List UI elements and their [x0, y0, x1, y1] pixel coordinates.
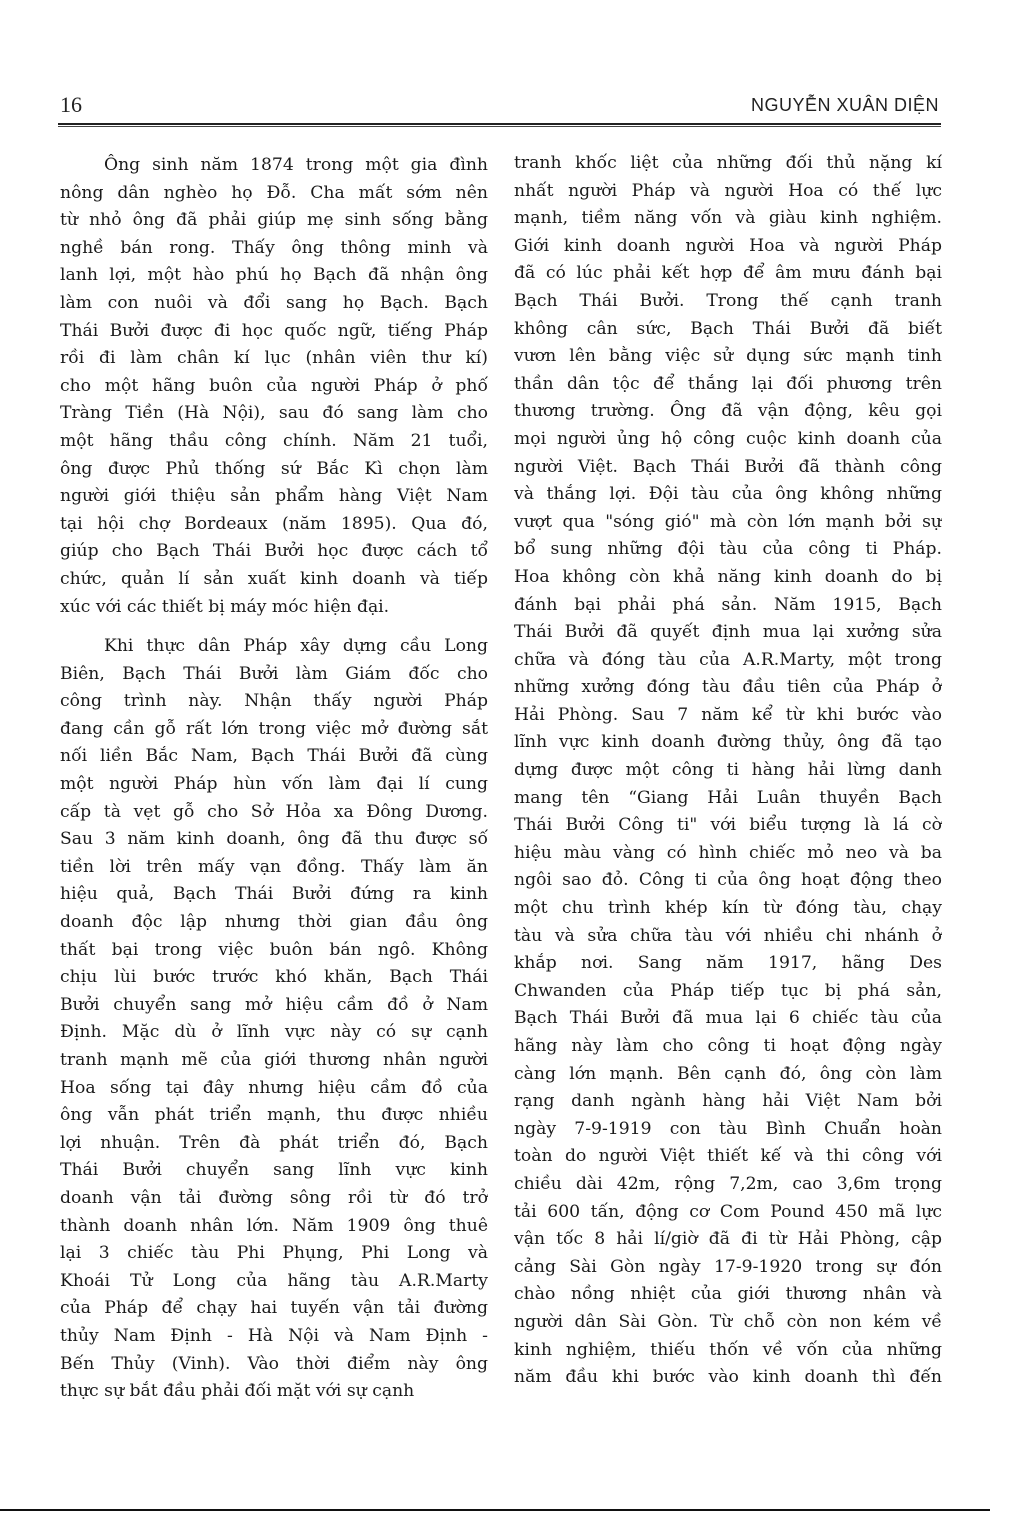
- text-line: nối liền Bắc Nam, Bạch Thái Bưởi đã cùng: [60, 746, 488, 767]
- text-line: rạng danh ngành hàng hải Việt Nam bởi: [514, 1091, 942, 1112]
- text-line: thực sự bắt đầu phải đối mặt với sự cạnh: [60, 1381, 415, 1402]
- text-line: dựng được một công ti hàng hải lừng danh: [514, 760, 942, 781]
- text-line: không cân sức, Bạch Thái Bưởi đã biết: [514, 318, 942, 339]
- text-line: tải 600 tấn, động cơ Com Pound 450 mã lực: [514, 1201, 942, 1222]
- text-line: đang cần gỗ rất lớn trong việc mở đường sắt: [60, 718, 488, 739]
- text-line: cho một hãng buôn của người Pháp ở phố: [60, 375, 488, 396]
- text-line: lĩnh vực kinh doanh đường thủy, ông đã tạo: [514, 732, 942, 753]
- text-line: Hoa không còn khả năng kinh doanh do bị: [514, 566, 942, 587]
- text-line: người giới thiệu sản phẩm hàng Việt Nam: [60, 486, 488, 507]
- text-line: Thái Bưởi được đi học quốc ngữ, tiếng Pháp: [60, 320, 488, 341]
- text-line: tranh khốc liệt của những đối thủ nặng kí: [514, 153, 942, 173]
- page-number: 16: [60, 92, 82, 117]
- text-line: xúc với các thiết bị máy móc hiện đại.: [60, 596, 390, 617]
- text-line: cấp tà vẹt gỗ cho Sở Hỏa xa Đông Dương.: [60, 801, 488, 822]
- text-line: Bạch Thái Bưởi. Trong thế cạnh tranh: [514, 290, 942, 311]
- text-line: Thái Bưởi Công ti" với biểu tượng là lá cờ: [514, 815, 942, 836]
- text-line: vươn lên bằng việc sử dụng sức mạnh tinh: [514, 346, 942, 367]
- text-line: Định. Mặc dù ở lĩnh vực này có sự cạnh: [60, 1022, 488, 1043]
- text-line: chữa và đóng tàu của A.R.Marty, một trong: [514, 649, 942, 670]
- paragraph: [60, 633, 488, 1406]
- text-line: nông dân nghèo họ Đỗ. Cha mất sớm nên: [60, 182, 488, 203]
- text-line: hãng này làm cho công ti hoạt động ngày: [514, 1036, 942, 1056]
- text-line: người Việt. Bạch Thái Bưởi đã thành công: [514, 456, 942, 477]
- text-line: vượt qua "sóng gió" mà còn lớn mạnh bởi sự: [514, 511, 942, 532]
- text-line: Khi thực dân Pháp xây dựng cầu Long: [104, 636, 488, 657]
- text-line: Hải Phòng. Sau 7 năm kể từ khi bước vào: [514, 704, 942, 725]
- text-line: tiền lời trên mấy vạn đồng. Thấy làm ăn: [60, 856, 488, 877]
- text-line: cảng Sài Gòn ngày 17-9-1920 trong sự đón: [514, 1256, 942, 1277]
- text-line: mọi người ủng hộ công cuộc kinh doanh của: [514, 428, 942, 449]
- text-line: Bưởi chuyển sang mở hiệu cầm đồ ở Nam: [60, 994, 488, 1015]
- text-line: năm đầu khi bước vào kinh doanh thì đến: [514, 1367, 942, 1388]
- bottom-rule: [0, 1509, 990, 1511]
- header-rule: [58, 123, 941, 127]
- text-line: ông vẫn phát triển mạnh, thu được nhiều: [60, 1105, 488, 1126]
- text-line: Ông sinh năm 1874 trong một gia đình: [104, 155, 488, 175]
- text-line: Khoái Tử Long của hãng tàu A.R.Marty: [60, 1270, 488, 1291]
- text-line: doanh vận tải đường sông rồi từ đó trở: [60, 1187, 488, 1208]
- text-line: làm con nuôi và đổi sang họ Bạch. Bạch: [60, 292, 488, 313]
- text-line: nghề bán rong. Thấy ông thông minh và: [60, 237, 488, 258]
- text-line: Biên, Bạch Thái Bưởi làm Giám đốc cho: [60, 663, 488, 684]
- text-line: càng lớn mạnh. Bên cạnh đó, ông còn làm: [514, 1063, 942, 1084]
- text-line: tranh mạnh mẽ của giới thương nhân người: [60, 1050, 488, 1070]
- text-line: lại 3 chiếc tàu Phi Phụng, Phi Long và: [60, 1243, 488, 1264]
- text-line: thủy Nam Định - Hà Nội và Nam Định -: [60, 1325, 488, 1346]
- text-line: đã có lúc phải kết hợp để âm mưu đánh bại: [514, 263, 942, 284]
- text-line: chiều dài 42m, rộng 7,2m, cao 3,6m trọng: [514, 1173, 942, 1194]
- paragraph: [514, 150, 942, 1392]
- text-line: những xưởng đóng tàu đầu tiên của Pháp ở: [514, 677, 942, 698]
- text-line: vận tốc 8 hải lí/giờ đã đi từ Hải Phòng, cập: [514, 1229, 942, 1250]
- text-line: nhất người Pháp và người Hoa có thế lực: [514, 180, 942, 201]
- text-line: Giới kinh doanh người Hoa và người Pháp: [514, 235, 942, 256]
- text-line: kinh nghiệm, thiếu thốn về vốn của những: [514, 1339, 942, 1360]
- text-line: hiệu màu vàng có hình chiếc mỏ neo và ba: [514, 842, 942, 863]
- text-line: rồi đi làm chân kí lục (nhân viên thư kí): [60, 348, 488, 369]
- text-line: tàu và sửa chữa tàu với nhiều chi nhánh ở: [514, 925, 942, 946]
- text-line: mang tên “Giang Hải Luân thuyền Bạch: [514, 787, 942, 808]
- text-line: Sau 3 năm kinh doanh, ông đã thu được số: [60, 829, 488, 850]
- text-line: Bạch Thái Bưởi đã mua lại 6 chiếc tàu của: [514, 1008, 942, 1029]
- text-line: công trình này. Nhận thấy người Pháp: [60, 691, 488, 712]
- text-line: đánh bại phải phá sản. Năm 1915, Bạch: [514, 594, 942, 615]
- text-line: Chwanden của Pháp tiếp tục bị phá sản,: [514, 980, 942, 1001]
- text-line: doanh độc lập nhưng thời gian đầu ông: [60, 912, 488, 933]
- text-line: khắp nơi. Sang năm 1917, hãng Des: [514, 953, 942, 974]
- left-column: [60, 152, 488, 1406]
- text-line: chịu lùi bước trước khó khăn, Bạch Thái: [60, 967, 488, 988]
- text-line: bổ sung những đội tàu của công ti Pháp.: [514, 539, 942, 560]
- text-line: Thái Bưởi chuyển sang lĩnh vực kinh: [60, 1160, 488, 1181]
- text-line: toàn do người Việt thiết kế và thi công với: [514, 1146, 942, 1167]
- text-line: chức, quản lí sản xuất kinh doanh và tiếp: [60, 568, 488, 589]
- text-line: Hoa sống tại đây nhưng hiệu cầm đồ của: [60, 1077, 488, 1098]
- text-line: Tràng Tiền (Hà Nội), sau đó sang làm cho: [60, 403, 488, 424]
- text-line: từ nhỏ ông đã phải giúp mẹ sinh sống bằng: [60, 210, 488, 231]
- text-line: của Pháp để chạy hai tuyến vận tải đường: [60, 1298, 488, 1319]
- text-line: thần dân tộc để thắng lại đối phương trên: [514, 373, 942, 394]
- text-line: hiệu quả, Bạch Thái Bưởi đứng ra kinh: [60, 884, 488, 905]
- right-column: [514, 150, 942, 1392]
- text-line: ông được Phủ thống sứ Bắc Kì chọn làm: [60, 458, 488, 479]
- text-line: giúp cho Bạch Thái Bưởi học được cách tổ: [60, 541, 488, 562]
- text-line: lanh lợi, một hào phú họ Bạch đã nhận ông: [60, 265, 488, 286]
- text-line: một người Pháp hùn vốn làm đại lí cung: [60, 774, 488, 795]
- text-line: một chu trình khép kín từ đóng tàu, chạy: [514, 898, 942, 919]
- text-line: thương trường. Ông đã vận động, kêu gọi: [514, 401, 942, 422]
- text-line: thất bại trong việc buôn bán ngô. Không: [60, 939, 488, 960]
- running-head-author: NGUYỄN XUÂN DIỆN: [750, 95, 939, 115]
- text-line: chào nồng nhiệt của giới thương nhân và: [514, 1284, 942, 1305]
- text-line: Thái Bưởi đã quyết định mua lại xưởng sửa: [514, 622, 942, 643]
- text-line: mạnh, tiềm năng vốn và giàu kinh nghiệm.: [514, 208, 942, 229]
- text-line: ngôi sao đỏ. Công ti của ông hoạt động theo: [514, 870, 942, 891]
- text-line: Bến Thủy (Vinh). Vào thời điểm này ông: [60, 1353, 488, 1374]
- text-line: tại hội chợ Bordeaux (năm 1895). Qua đó,: [60, 513, 488, 534]
- text-line: lợi nhuận. Trên đà phát triển đó, Bạch: [60, 1132, 488, 1153]
- text-line: thành doanh nhân lớn. Năm 1909 ông thuê: [60, 1215, 488, 1236]
- text-line: người dân Sài Gòn. Từ chỗ còn non kém về: [514, 1311, 942, 1332]
- paragraph: [60, 152, 488, 621]
- text-line: ngày 7-9-1919 con tàu Bình Chuẩn hoàn: [514, 1118, 942, 1139]
- text-line: và thắng lợi. Đội tàu của ông không những: [514, 484, 942, 505]
- text-line: một hãng thầu công chính. Năm 21 tuổi,: [60, 430, 488, 451]
- paragraph-gap: [60, 621, 488, 633]
